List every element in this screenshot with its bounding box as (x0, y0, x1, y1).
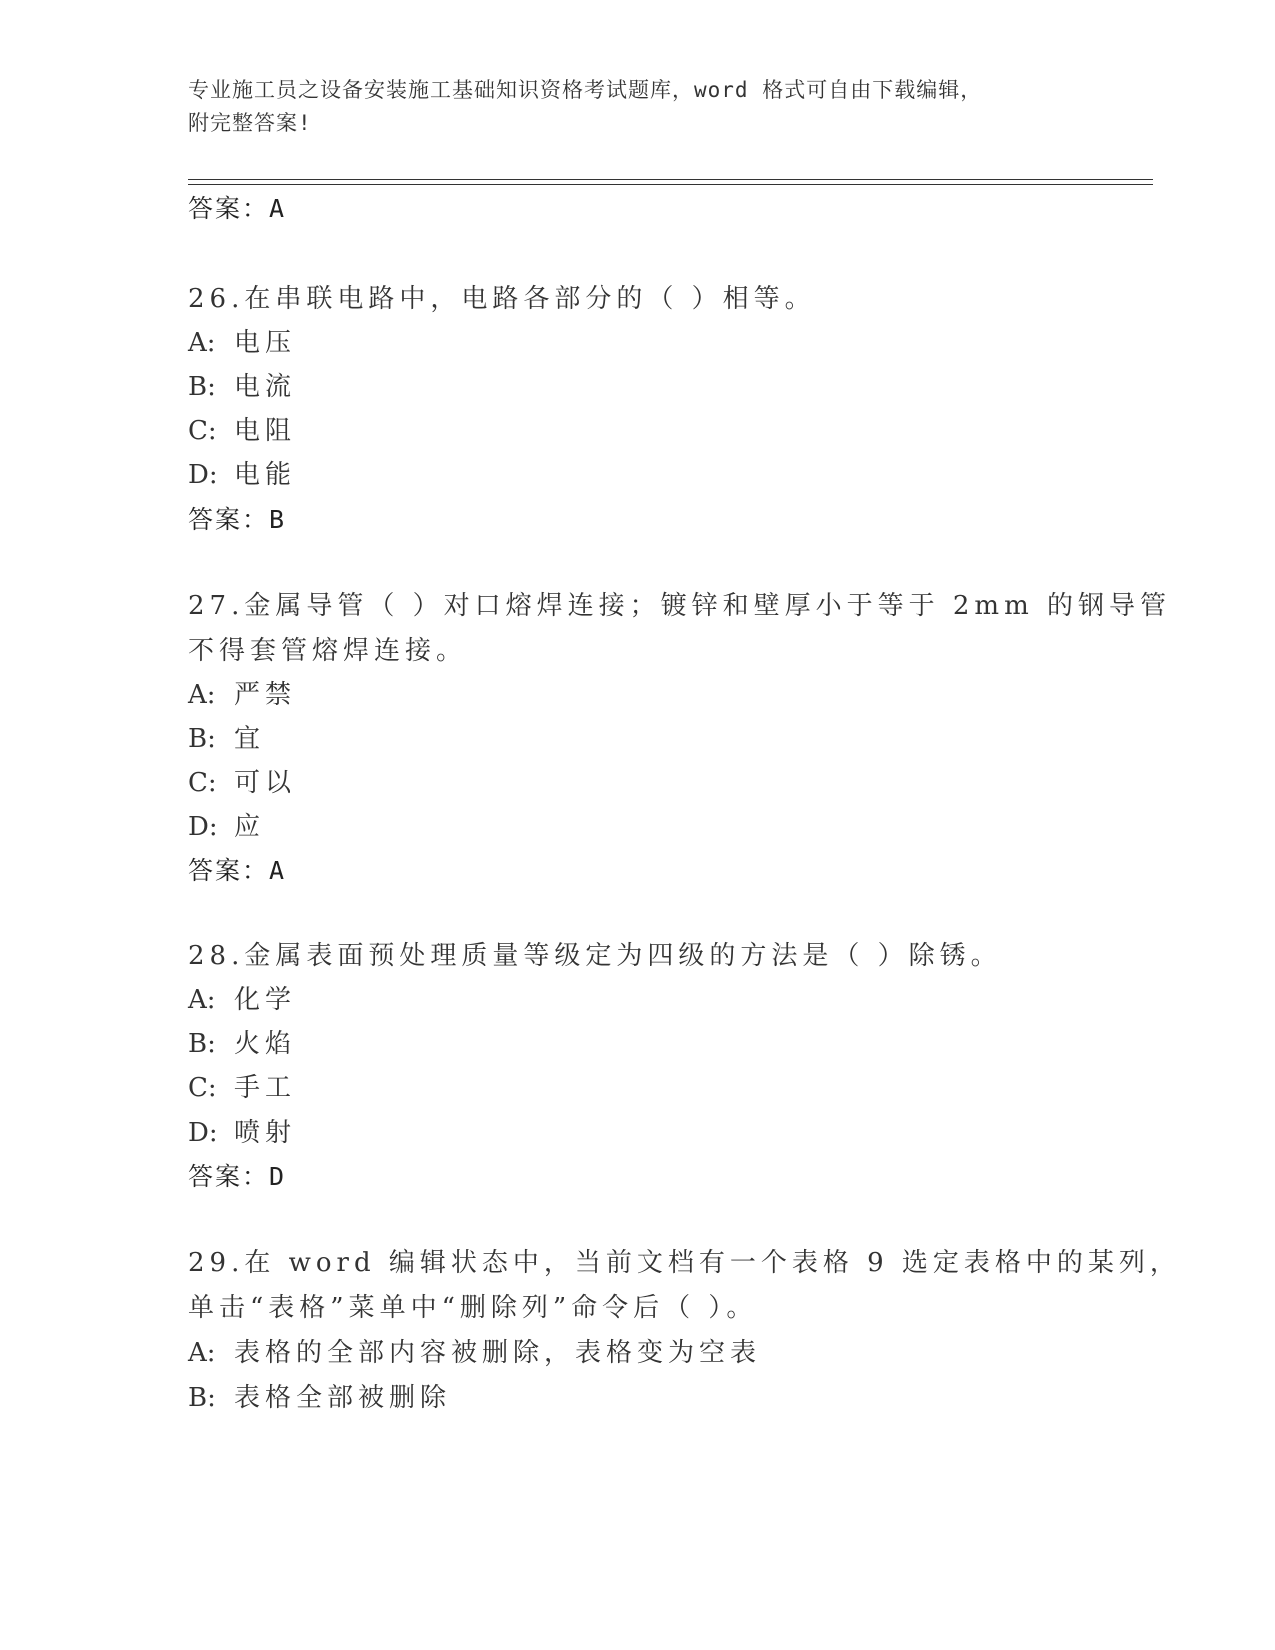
option-text: 喷射 (234, 1118, 297, 1148)
document-header (188, 74, 1068, 140)
question-26-answer: 答案：B (188, 505, 287, 534)
option-text: 表格的全部内容被删除，表格变为空表 (234, 1338, 762, 1368)
question-28-option-c (188, 1071, 296, 1105)
question-26-option-a (188, 326, 296, 360)
option-text: 电流 (234, 372, 297, 402)
option-text: 电压 (234, 328, 297, 358)
option-key: C: (188, 416, 217, 446)
option-key: A: (188, 1338, 216, 1368)
answer-previous: 答案：A (188, 194, 287, 223)
option-key: D: (188, 1118, 218, 1148)
option-key: D: (188, 812, 218, 842)
question-28-stem: 28.金属表面预处理质量等级定为四级的方法是（ ）除锈。 (188, 941, 1002, 971)
question-27-option-b (188, 722, 265, 756)
question-29-stem-line-2: 单击“表格”菜单中“删除列”命令后（ ）。 (188, 1293, 758, 1323)
question-28-option-a (188, 983, 296, 1017)
option-text: 电能 (234, 460, 297, 490)
question-27-answer: 答案：A (188, 856, 287, 885)
question-29-option-b (188, 1381, 451, 1415)
option-key: B: (188, 724, 216, 754)
question-26-stem: 26.在串联电路中，电路各部分的（ ）相等。 (188, 284, 816, 314)
question-26-option-b (188, 370, 296, 404)
question-27-option-a (188, 678, 296, 712)
option-key: A: (188, 680, 216, 710)
option-key: C: (188, 1073, 217, 1103)
option-key: A: (188, 985, 216, 1015)
header-divider-bottom (188, 184, 1153, 185)
option-key: B: (188, 372, 216, 402)
header-line-1: 专业施工员之设备安装施工基础知识资格考试题库，word 格式可自由下载编辑， (188, 78, 983, 102)
question-26-option-c (188, 414, 296, 448)
option-key: B: (188, 1029, 216, 1059)
question-27-option-c (188, 766, 296, 800)
option-key: D: (188, 460, 218, 490)
option-text: 严禁 (234, 680, 297, 710)
option-text: 宜 (234, 724, 266, 754)
question-28-option-b (188, 1027, 296, 1061)
question-27-stem-line-2: 不得套管熔焊连接。 (188, 636, 468, 666)
option-key: A: (188, 328, 216, 358)
option-text: 表格全部被删除 (234, 1383, 452, 1413)
question-27-option-d (188, 810, 265, 844)
question-26-option-d (188, 458, 296, 492)
option-text: 电阻 (234, 416, 297, 446)
question-28-option-d (188, 1116, 296, 1150)
question-29-option-a (188, 1336, 761, 1370)
option-key: C: (188, 768, 217, 798)
option-text: 火焰 (234, 1029, 297, 1059)
question-27-stem-line-1: 27.金属导管（ ）对口熔焊连接；镀锌和壁厚小于等于 2mm 的钢导管 (188, 591, 1171, 621)
option-text: 应 (234, 812, 266, 842)
header-line-2: 附完整答案! (188, 111, 312, 135)
question-28-answer: 答案：D (188, 1162, 287, 1191)
question-29-stem-line-1: 29.在 word 编辑状态中，当前文档有一个表格 9 选定表格中的某列， (188, 1248, 1181, 1278)
option-key: B: (188, 1383, 216, 1413)
option-text: 手工 (234, 1073, 297, 1103)
option-text: 化学 (234, 985, 297, 1015)
option-text: 可以 (234, 768, 297, 798)
header-divider-top (188, 179, 1153, 180)
